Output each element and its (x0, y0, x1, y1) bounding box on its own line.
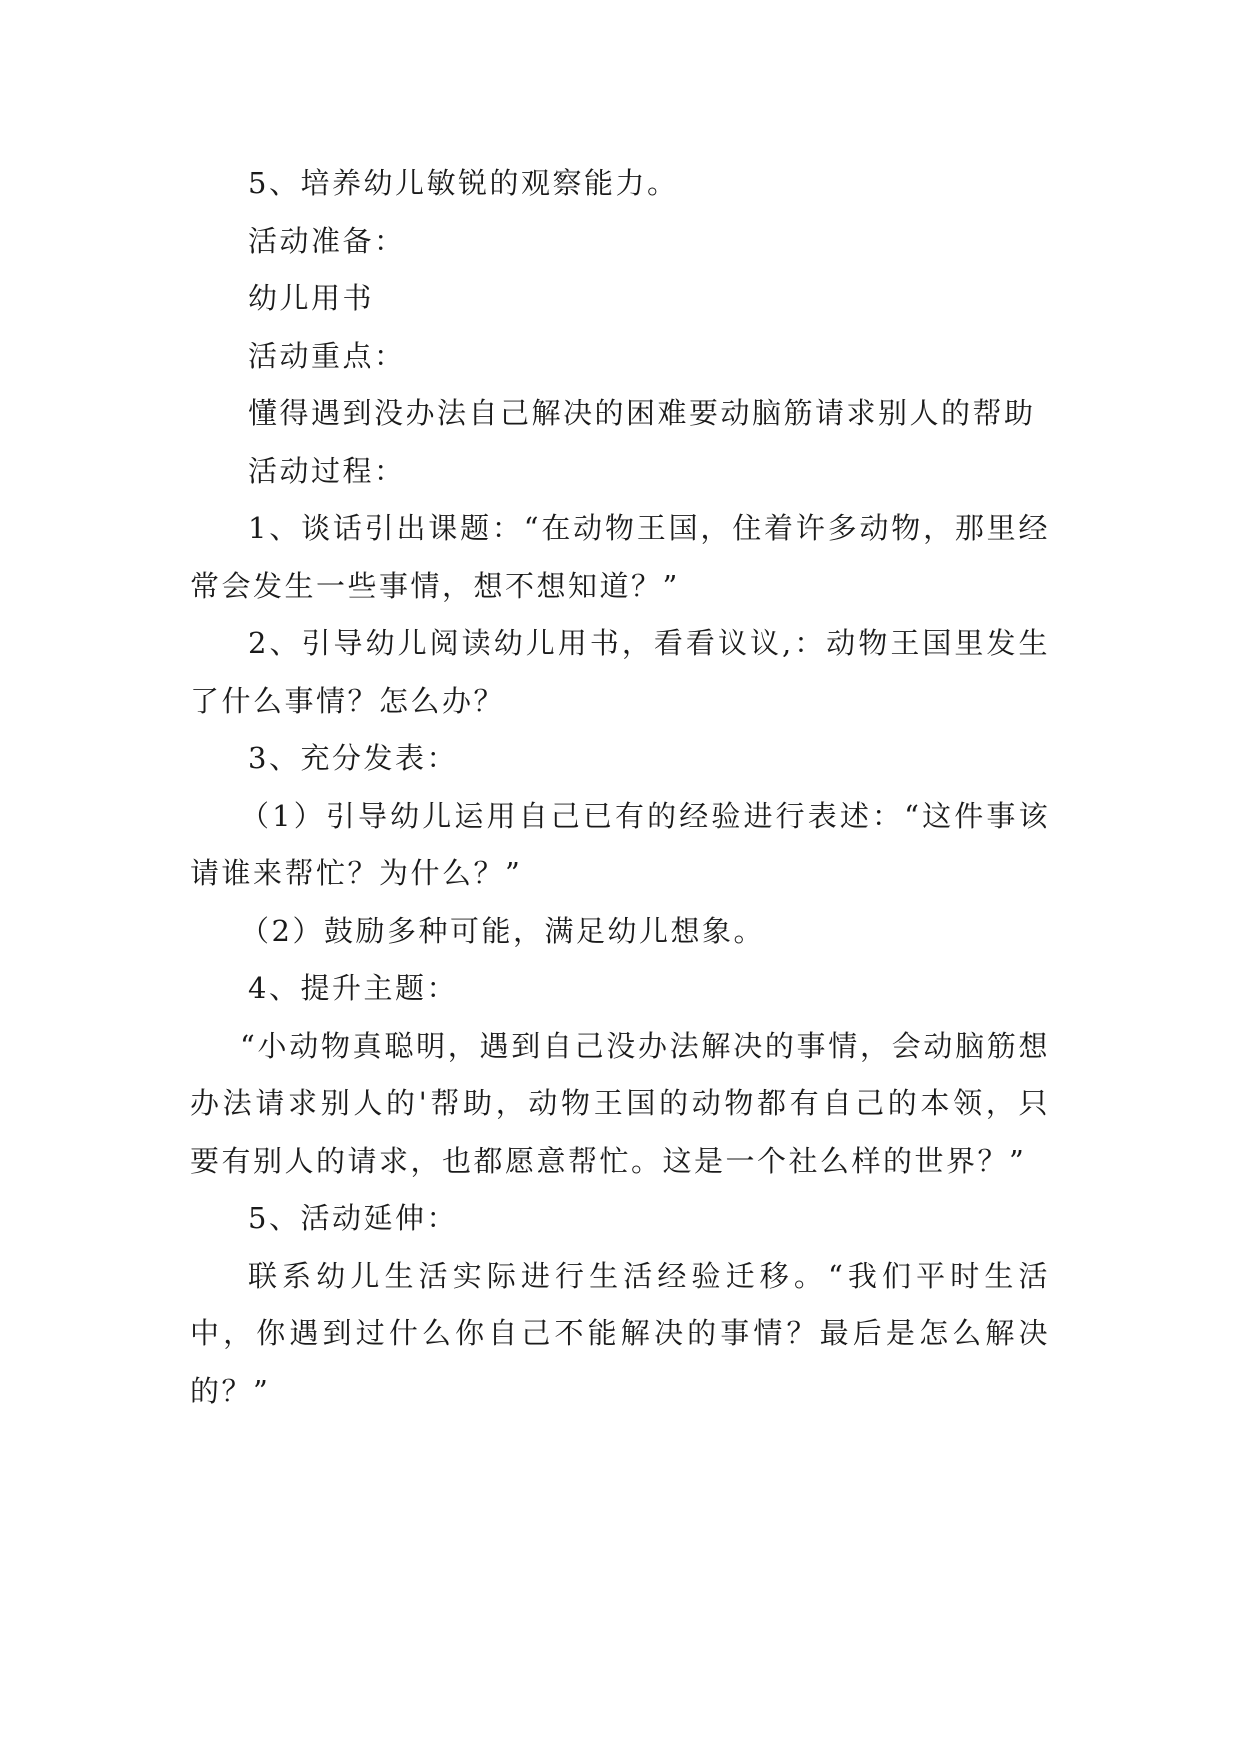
section-heading-preparation: 活动准备： (248, 223, 406, 258)
process-step-3-sub-2: （2）鼓励多种可能，满足幼儿想象。 (240, 913, 765, 948)
section-heading-process: 活动过程： (248, 453, 406, 488)
document-body (190, 155, 1050, 1420)
key-point-text: 懂得遇到没办法自己解决的困难要动脑筋请求别人的帮助 (248, 396, 1036, 430)
process-step-4: 4、提升主题： (248, 971, 458, 1005)
process-step-3: 3、充分发表： (248, 741, 458, 775)
goal-item-5: 5、培养幼儿敏锐的观察能力。 (248, 166, 679, 200)
extension-text: 联系幼儿生活实际进行生活经验迁移。“我们平时生活中，你遇到过什么你自己不能解决的事情？最后是怎么解决的？” (190, 1258, 1050, 1408)
process-step-2: 2、引导幼儿阅读幼儿用书，看看议议,：动物王国里发生了什么事情？怎么办？ (190, 626, 1050, 718)
preparation-text: 幼儿用书 (248, 281, 375, 315)
process-step-3-sub-1: （1）引导幼儿运用自己已有的经验进行表述：“这件事该请谁来帮忙？为什么？” (190, 798, 1050, 890)
process-step-4-quote: “小动物真聪明，遇到自己没办法解决的事情，会动脑筋想办法请求别人的'帮助，动物王国的动物都有自己的本领，只要有别人的请求，也都愿意帮忙。这是一个社么样的世界？” (190, 1028, 1050, 1178)
process-step-1: 1、谈话引出课题：“在动物王国，住着许多动物，那里经常会发生一些事情，想不想知道？” (190, 511, 1050, 603)
process-step-5: 5、活动延伸： (248, 1201, 458, 1235)
section-heading-key-point: 活动重点： (248, 338, 406, 373)
